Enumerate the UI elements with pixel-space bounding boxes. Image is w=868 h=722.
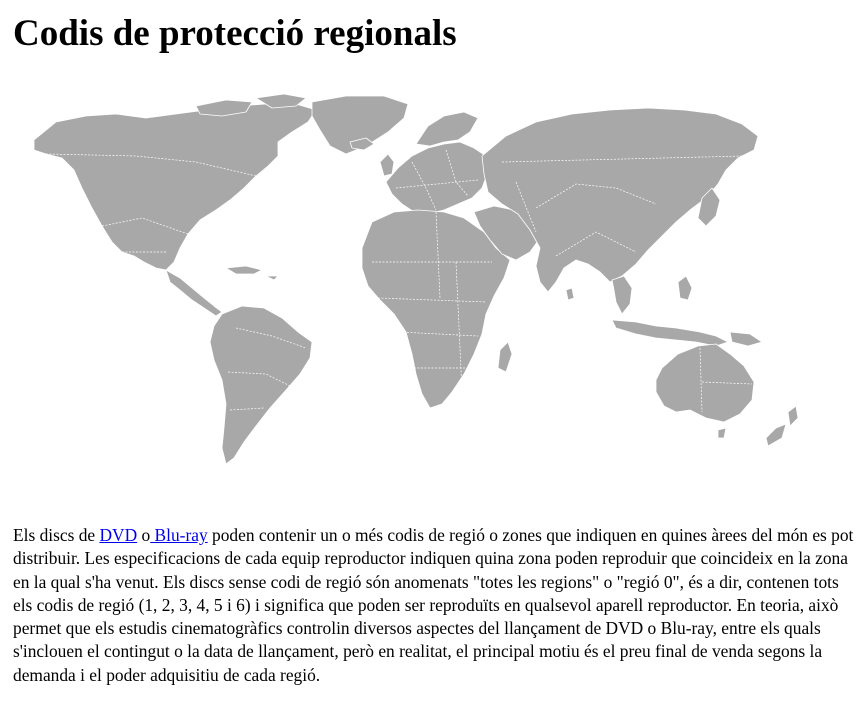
south-america-shape: [210, 306, 312, 464]
philippines-shape: [678, 276, 692, 300]
bluray-link[interactable]: Blu-ray: [150, 525, 208, 545]
madagascar-shape: [498, 342, 512, 372]
australia-shape: [656, 344, 754, 422]
africa-shape: [362, 210, 510, 408]
sri-lanka-shape: [566, 288, 574, 300]
southeast-asia-shape: [612, 276, 632, 314]
new-zealand-shape: [766, 406, 798, 446]
tasmania-shape: [718, 428, 726, 438]
world-map: [16, 92, 856, 472]
caribbean-shape: [226, 266, 278, 280]
indonesia-shape: [612, 320, 728, 346]
north-america-shape: [34, 104, 316, 270]
world-map-svg: [16, 92, 856, 472]
europe-shape: [386, 142, 488, 214]
central-america-shape: [166, 270, 222, 316]
scandinavia-shape: [416, 112, 478, 146]
uk-shape: [380, 154, 394, 176]
page-title: Codis de protecció regionals: [13, 13, 457, 54]
papua-shape: [730, 332, 762, 346]
dvd-link[interactable]: DVD: [99, 525, 138, 545]
intro-text-rest: poden contenir un o més codis de regió o zones que indiquen en quines àrees del món es pot distribuir. Les especificacions de cada equip reproductor indiquen quina zona poden reproduir que coincideix en la zona en la qual s'ha venut. Els discs sense codi de regió són anomenats "totes les regions" o "regió 0", és a dir, contenen tots els codis de regió (1, 2, 3, 4, 5 i 6) i significa que poden ser reproduïts en qualsevol aparell reproductor. En teoria, això permet que els estudis cinematogràfics controlin diversos aspectes del llançament de DVD o Blu-ray, entre els quals s'inclouen el contingut o la data de llançament, però en realitat, el principal motiu és el preu final de venda segons la demanda i el poder adquisitiu de cada regió.: [13, 525, 854, 685]
intro-text-start: Els discs de: [13, 525, 100, 545]
intro-text-or: o: [137, 525, 151, 545]
intro-paragraph: [13, 524, 859, 687]
